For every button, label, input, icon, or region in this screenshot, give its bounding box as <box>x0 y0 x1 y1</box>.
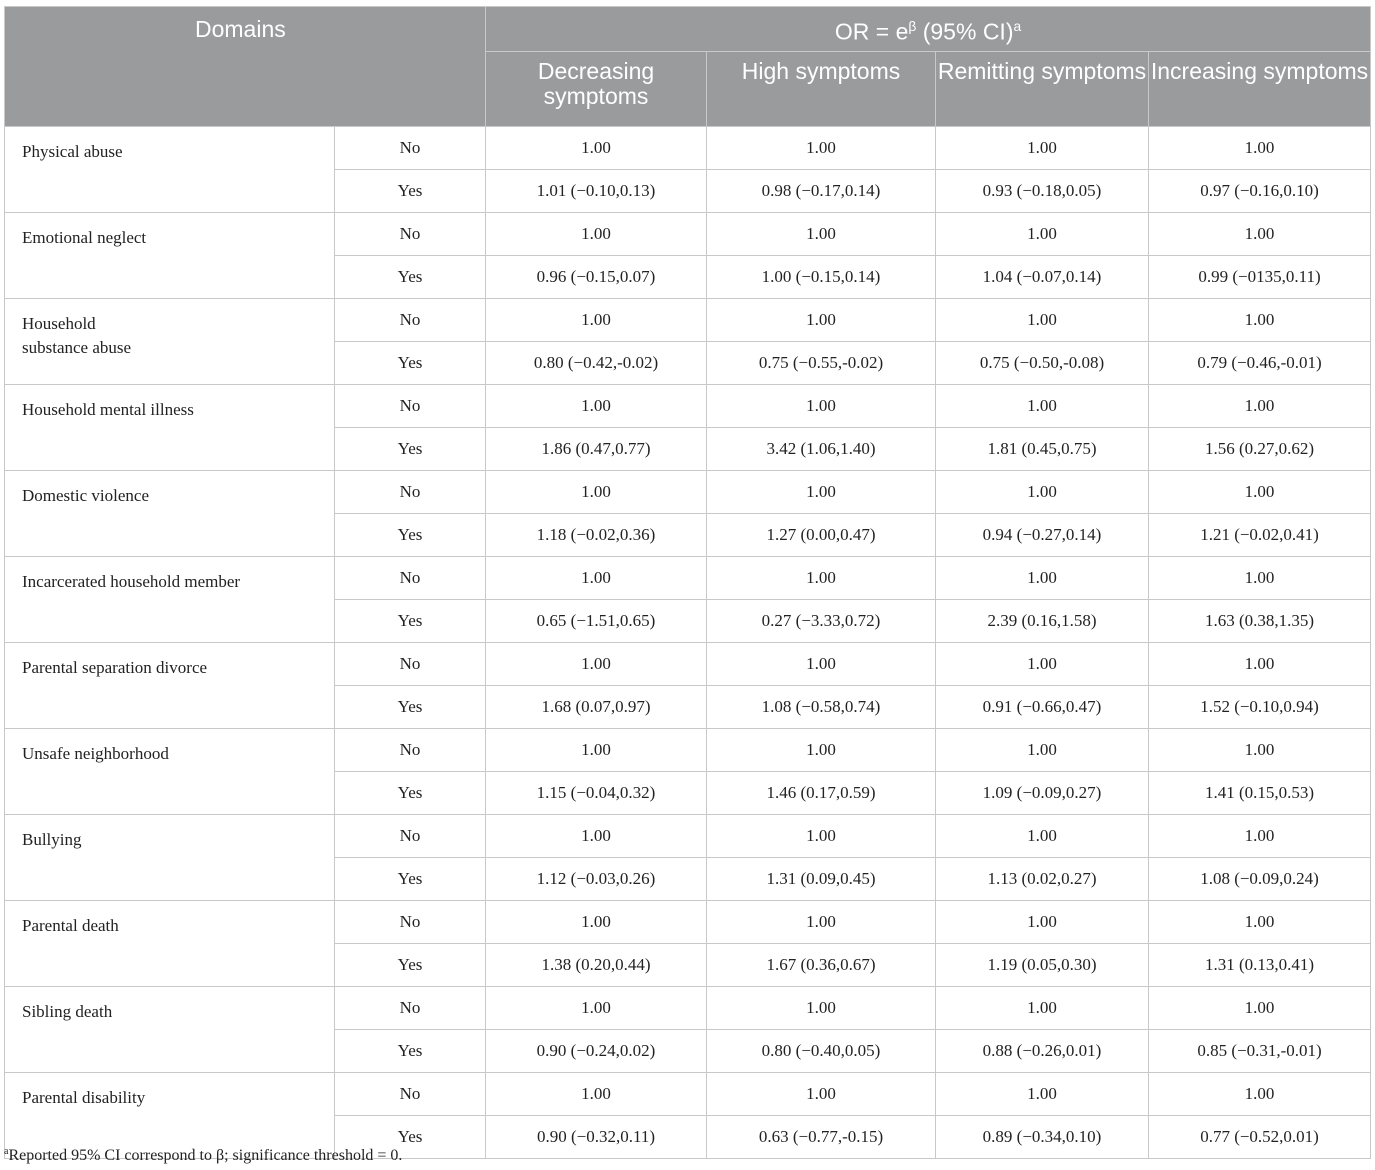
or-value-cell: 0.79 (−0.46,-0.01) <box>1149 342 1371 385</box>
domain-label: Physical abuse <box>5 127 335 213</box>
or-value-cell: 1.00 <box>707 299 936 342</box>
or-value-cell: 0.93 (−0.18,0.05) <box>936 170 1149 213</box>
or-value-cell: 0.65 (−1.51,0.65) <box>486 600 707 643</box>
level-label: Yes <box>335 428 486 471</box>
or-value-cell: 1.31 (0.09,0.45) <box>707 858 936 901</box>
table-row <box>5 557 1371 600</box>
level-label: Yes <box>335 772 486 815</box>
col-header-remitting: Remitting symptoms <box>936 52 1149 127</box>
table-row <box>5 729 1371 772</box>
or-value-cell: 1.00 <box>936 987 1149 1030</box>
or-value-cell: 1.00 <box>936 901 1149 944</box>
or-value-cell: 1.67 (0.36,0.67) <box>707 944 936 987</box>
or-value-cell: 1.00 <box>486 213 707 256</box>
or-value-cell: 0.98 (−0.17,0.14) <box>707 170 936 213</box>
or-value-cell: 1.38 (0.20,0.44) <box>486 944 707 987</box>
domain-label: Sibling death <box>5 987 335 1073</box>
or-value-cell: 1.00 <box>1149 471 1371 514</box>
or-value-cell: 1.08 (−0.09,0.24) <box>1149 858 1371 901</box>
table-row <box>5 815 1371 858</box>
or-value-cell: 1.52 (−0.10,0.94) <box>1149 686 1371 729</box>
domains-header: Domains <box>5 7 486 127</box>
or-value-cell: 1.63 (0.38,1.35) <box>1149 600 1371 643</box>
or-value-cell: 2.39 (0.16,1.58) <box>936 600 1149 643</box>
or-value-cell: 0.63 (−0.77,-0.15) <box>707 1116 936 1159</box>
or-value-cell: 1.08 (−0.58,0.74) <box>707 686 936 729</box>
footnote-text: Reported 95% CI correspond to β; significance threshold = 0. <box>8 1147 403 1164</box>
or-value-cell: 1.81 (0.45,0.75) <box>936 428 1149 471</box>
or-value-cell: 1.00 <box>707 471 936 514</box>
or-value-cell: 1.00 <box>1149 815 1371 858</box>
or-value-cell: 1.00 <box>486 815 707 858</box>
or-value-cell: 1.00 <box>1149 729 1371 772</box>
or-value-cell: 1.00 <box>936 729 1149 772</box>
or-value-cell: 1.00 <box>707 987 936 1030</box>
or-value-cell: 1.00 <box>1149 643 1371 686</box>
or-value-cell: 0.77 (−0.52,0.01) <box>1149 1116 1371 1159</box>
level-label: No <box>335 127 486 170</box>
level-label: No <box>335 815 486 858</box>
or-value-cell: 1.00 <box>486 299 707 342</box>
or-value-cell: 1.00 <box>486 385 707 428</box>
col-header-decreasing: Decreasing symptoms <box>486 52 707 127</box>
or-value-cell: 1.19 (0.05,0.30) <box>936 944 1149 987</box>
or-value-cell: 1.00 <box>486 127 707 170</box>
col-header-increasing: Increasing symptoms <box>1149 52 1371 127</box>
or-value-cell: 1.12 (−0.03,0.26) <box>486 858 707 901</box>
table-row <box>5 127 1371 170</box>
or-value-cell: 1.00 <box>486 643 707 686</box>
or-value-cell: 1.27 (0.00,0.47) <box>707 514 936 557</box>
or-value-cell: 1.86 (0.47,0.77) <box>486 428 707 471</box>
table-row <box>5 987 1371 1030</box>
or-value-cell: 1.56 (0.27,0.62) <box>1149 428 1371 471</box>
or-value-cell: 1.00 <box>936 213 1149 256</box>
level-label: No <box>335 471 486 514</box>
or-value-cell: 1.41 (0.15,0.53) <box>1149 772 1371 815</box>
or-value-cell: 0.96 (−0.15,0.07) <box>486 256 707 299</box>
or-value-cell: 1.18 (−0.02,0.36) <box>486 514 707 557</box>
level-label: Yes <box>335 256 486 299</box>
or-value-cell: 1.00 <box>1149 385 1371 428</box>
or-value-cell: 0.80 (−0.40,0.05) <box>707 1030 936 1073</box>
or-value-cell: 1.00 <box>707 815 936 858</box>
domain-label: Emotional neglect <box>5 213 335 299</box>
or-value-cell: 1.00 <box>936 1073 1149 1116</box>
or-value-cell: 1.00 <box>707 729 936 772</box>
domain-label: Domestic violence <box>5 471 335 557</box>
or-label-prefix: OR = e <box>834 18 909 45</box>
or-value-cell: 0.91 (−0.66,0.47) <box>936 686 1149 729</box>
or-value-cell: 1.00 <box>936 815 1149 858</box>
or-table-container <box>4 6 1370 1159</box>
or-value-cell: 1.00 (−0.15,0.14) <box>707 256 936 299</box>
footnote <box>4 1146 402 1165</box>
or-value-cell: 1.00 <box>707 1073 936 1116</box>
or-header <box>486 7 1371 52</box>
or-value-cell: 1.00 <box>707 557 936 600</box>
table-row <box>5 1073 1371 1116</box>
level-label: No <box>335 643 486 686</box>
or-value-cell: 1.21 (−0.02,0.41) <box>1149 514 1371 557</box>
or-label-beta: β <box>908 18 917 34</box>
or-table <box>4 6 1371 1159</box>
or-value-cell: 1.00 <box>1149 213 1371 256</box>
domain-label: Unsafe neighborhood <box>5 729 335 815</box>
or-value-cell: 1.13 (0.02,0.27) <box>936 858 1149 901</box>
or-value-cell: 1.00 <box>707 213 936 256</box>
domain-label: Parental disability <box>5 1073 335 1159</box>
or-value-cell: 1.00 <box>936 471 1149 514</box>
or-value-cell: 1.00 <box>486 557 707 600</box>
or-value-cell: 0.99 (−0135,0.11) <box>1149 256 1371 299</box>
or-value-cell: 0.27 (−3.33,0.72) <box>707 600 936 643</box>
table-row <box>5 901 1371 944</box>
or-value-cell: 3.42 (1.06,1.40) <box>707 428 936 471</box>
or-value-cell: 1.00 <box>1149 1073 1371 1116</box>
or-value-cell: 1.00 <box>486 1073 707 1116</box>
or-value-cell: 1.00 <box>486 729 707 772</box>
level-label: Yes <box>335 944 486 987</box>
level-label: No <box>335 385 486 428</box>
table-row <box>5 471 1371 514</box>
or-value-cell: 1.00 <box>707 385 936 428</box>
or-value-cell: 1.00 <box>707 127 936 170</box>
level-label: No <box>335 987 486 1030</box>
or-value-cell: 1.68 (0.07,0.97) <box>486 686 707 729</box>
or-value-cell: 1.00 <box>936 557 1149 600</box>
domain-label: Incarcerated household member <box>5 557 335 643</box>
level-label: Yes <box>335 686 486 729</box>
domain-label: Bullying <box>5 815 335 901</box>
or-value-cell: 1.04 (−0.07,0.14) <box>936 256 1149 299</box>
or-value-cell: 1.01 (−0.10,0.13) <box>486 170 707 213</box>
or-value-cell: 0.80 (−0.42,-0.02) <box>486 342 707 385</box>
domain-label: Household mental illness <box>5 385 335 471</box>
or-value-cell: 1.15 (−0.04,0.32) <box>486 772 707 815</box>
or-value-cell: 0.90 (−0.32,0.11) <box>486 1116 707 1159</box>
level-label: Yes <box>335 514 486 557</box>
level-label: No <box>335 729 486 772</box>
or-value-cell: 1.46 (0.17,0.59) <box>707 772 936 815</box>
level-label: Yes <box>335 1116 486 1159</box>
domain-label: Parental death <box>5 901 335 987</box>
level-label: No <box>335 901 486 944</box>
table-row <box>5 299 1371 342</box>
table-row <box>5 385 1371 428</box>
or-value-cell: 1.00 <box>707 901 936 944</box>
or-value-cell: 1.00 <box>707 643 936 686</box>
or-value-cell: 1.00 <box>936 385 1149 428</box>
or-value-cell: 0.88 (−0.26,0.01) <box>936 1030 1149 1073</box>
or-value-cell: 1.00 <box>1149 299 1371 342</box>
or-value-cell: 1.00 <box>1149 987 1371 1030</box>
level-label: Yes <box>335 170 486 213</box>
or-value-cell: 0.90 (−0.24,0.02) <box>486 1030 707 1073</box>
or-value-cell: 0.75 (−0.55,-0.02) <box>707 342 936 385</box>
or-value-cell: 1.00 <box>936 299 1149 342</box>
or-value-cell: 1.09 (−0.09,0.27) <box>936 772 1149 815</box>
level-label: Yes <box>335 342 486 385</box>
level-label: Yes <box>335 858 486 901</box>
or-label-suffix: (95% CI) <box>916 18 1014 45</box>
or-value-cell: 1.00 <box>1149 127 1371 170</box>
footnote-marker: a <box>4 1146 9 1157</box>
level-label: No <box>335 557 486 600</box>
table-body <box>5 127 1371 1159</box>
table-row <box>5 213 1371 256</box>
or-value-cell: 1.00 <box>936 127 1149 170</box>
domain-label: Parental separation divorce <box>5 643 335 729</box>
or-value-cell: 1.00 <box>486 471 707 514</box>
or-value-cell: 1.31 (0.13,0.41) <box>1149 944 1371 987</box>
or-value-cell: 1.00 <box>486 987 707 1030</box>
table-row <box>5 643 1371 686</box>
level-label: No <box>335 299 486 342</box>
domain-label: Household substance abuse <box>5 299 335 385</box>
level-label: Yes <box>335 600 486 643</box>
or-value-cell: 0.89 (−0.34,0.10) <box>936 1116 1149 1159</box>
or-value-cell: 0.97 (−0.16,0.10) <box>1149 170 1371 213</box>
level-label: Yes <box>335 1030 486 1073</box>
or-value-cell: 1.00 <box>1149 557 1371 600</box>
col-header-high: High symptoms <box>707 52 936 127</box>
or-value-cell: 1.00 <box>1149 901 1371 944</box>
or-value-cell: 1.00 <box>936 643 1149 686</box>
or-value-cell: 0.85 (−0.31,-0.01) <box>1149 1030 1371 1073</box>
or-label-note: a <box>1013 18 1022 34</box>
or-value-cell: 0.94 (−0.27,0.14) <box>936 514 1149 557</box>
or-value-cell: 0.75 (−0.50,-0.08) <box>936 342 1149 385</box>
level-label: No <box>335 1073 486 1116</box>
or-value-cell: 1.00 <box>486 901 707 944</box>
level-label: No <box>335 213 486 256</box>
